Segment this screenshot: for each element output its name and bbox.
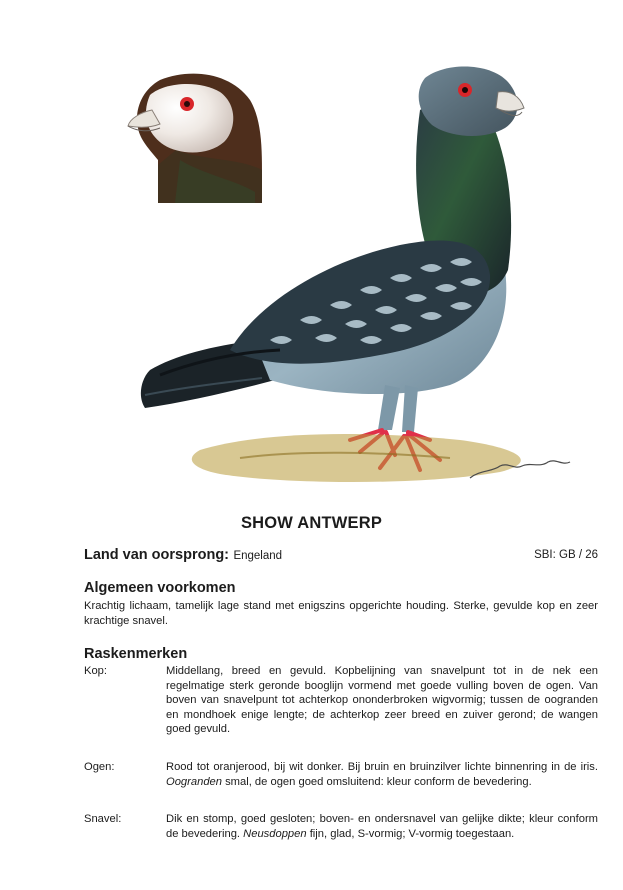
sbi-code: SBI: GB / 26 (534, 549, 598, 561)
characteristic-snavel (84, 812, 598, 841)
characteristic-label: Ogen: (84, 761, 115, 773)
breed-title: SHOW ANTWERP (240, 514, 383, 532)
general-heading: Algemeen voorkomen (84, 580, 236, 596)
origin-label: Land van oorsprong: (84, 547, 229, 563)
characteristic-label: Snavel: (84, 813, 122, 825)
characteristics-heading: Raskenmerken (84, 646, 188, 662)
characteristic-text: Rood tot oranjerood, bij wit donker. Bij bruin en bruinzilver lichte binnenring in de iris. Oogranden smal, de ogen goed omsluitend: kleur conform de bevedering. (166, 761, 598, 788)
origin-row (84, 546, 598, 564)
small-head-illustration (128, 74, 262, 203)
general-text: Krachtig lichaam, tamelijk lage stand met enigszins opgerichte houding. Sterke, gevulde kop en zeer krachtige snavel. (84, 600, 598, 627)
term-oogranden: Oogranden (166, 775, 222, 788)
characteristic-ogen (84, 760, 598, 789)
characteristic-kop (84, 664, 598, 737)
origin-value: Engeland (233, 550, 283, 562)
characteristic-text: Middellang, breed en gevuld. Kopbelijning van snavelpunt tot in de nek een regelmatige sterk geronde booglijn vormend met goede vulling boven de ogen. Van boven van snavelpunt tot achterkop ononderbroken wigvormig; tussen de oogranden en mondhoek enige lengte; de achterkop zeer breed en zuiver gerond; de wangen goed gevuld. (166, 665, 598, 736)
term-neusdoppen: Neusdoppen (243, 827, 307, 840)
characteristic-label: Kop: (84, 665, 108, 677)
characteristic-text: Dik en stomp, goed gesloten; boven- en ondersnavel van gelijke dikte; kleur conform de bevedering. Neusdoppen fijn, glad, S-vormig; V-vormig toegestaan. (166, 813, 598, 840)
